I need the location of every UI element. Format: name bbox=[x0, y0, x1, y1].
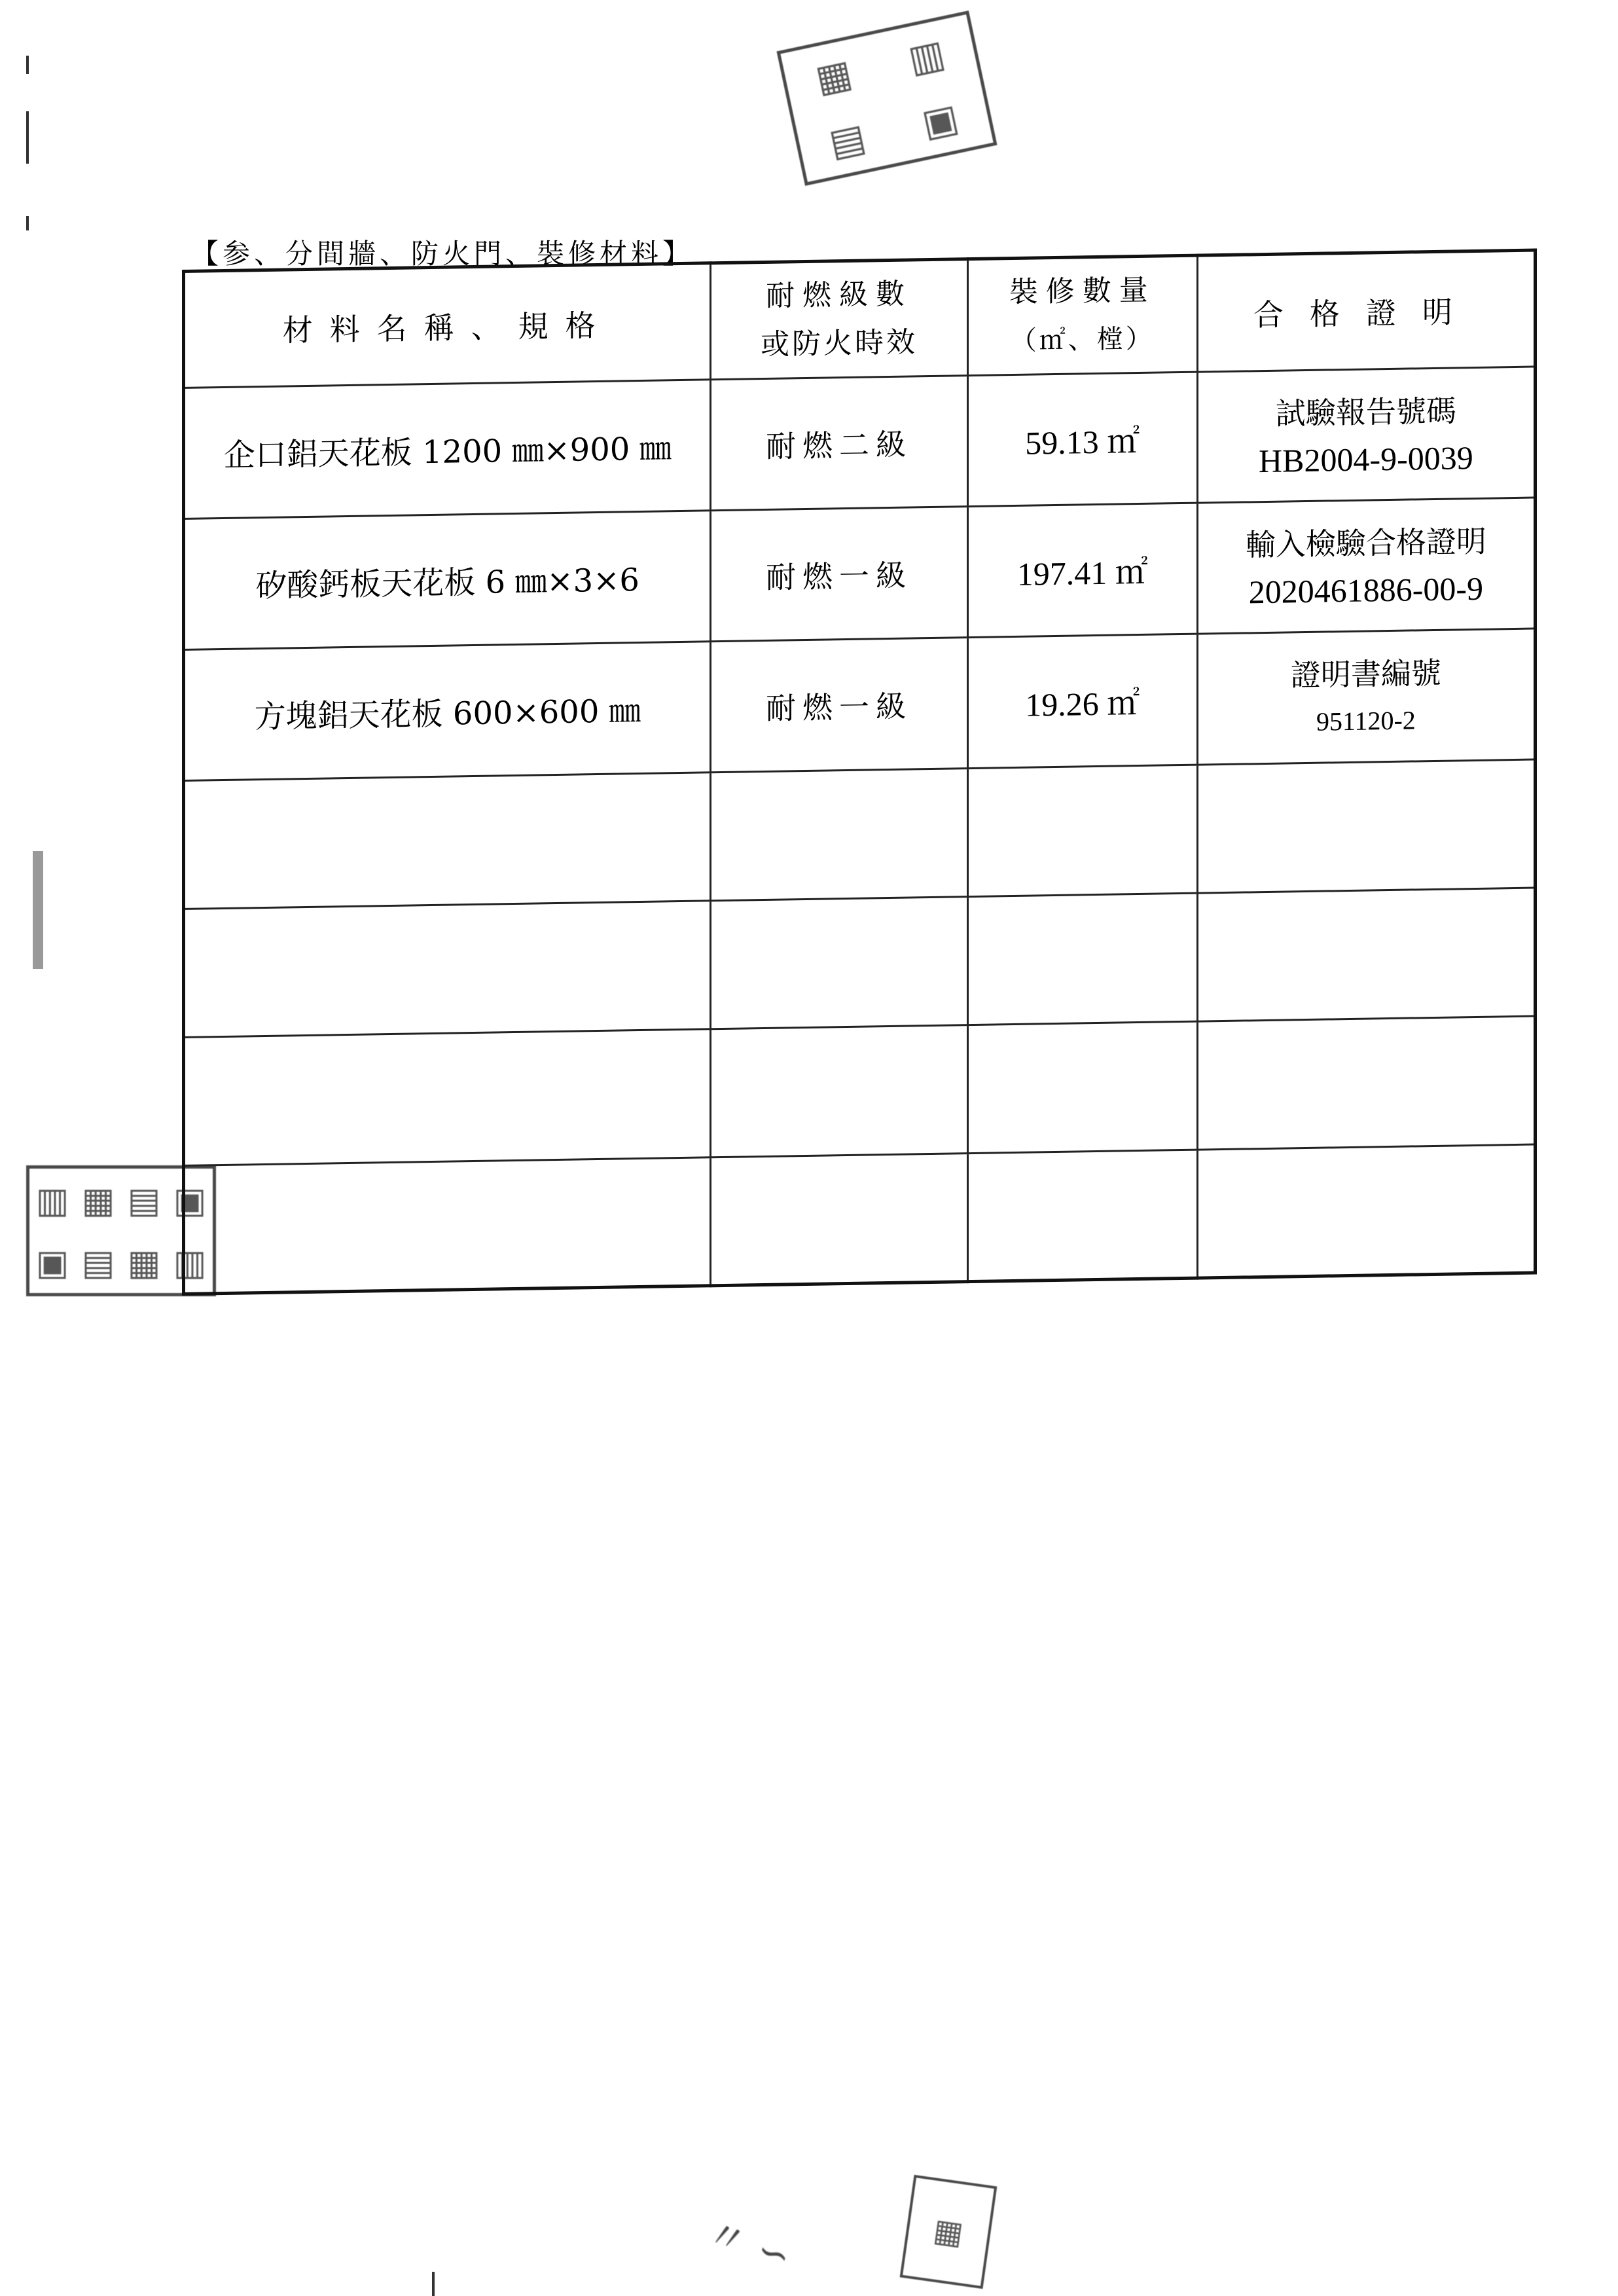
cell-quantity: 197.41 ㎡ bbox=[967, 503, 1197, 638]
cert-number: 951120-2 bbox=[1316, 704, 1416, 737]
cell-grade: 耐燃二級 bbox=[711, 376, 967, 511]
table-row bbox=[184, 498, 1536, 649]
table-row-empty bbox=[184, 1016, 1536, 1165]
scan-edge-mark bbox=[432, 2272, 435, 2296]
seal-stamp-bottom: ▦ bbox=[900, 2175, 998, 2289]
seal-stamp-top: ▦ ▥ ▤ ▣ bbox=[776, 10, 997, 186]
cell-grade: 耐燃一級 bbox=[711, 638, 967, 773]
cell-material: 矽酸鈣板天花板 6 ㎜×3×6 bbox=[184, 511, 711, 650]
scan-edge-mark bbox=[26, 111, 29, 164]
header-quantity-line2: （㎡、樘） bbox=[1010, 323, 1155, 357]
cell-quantity: 19.26 ㎡ bbox=[967, 634, 1197, 769]
empty-cell bbox=[967, 1021, 1197, 1154]
empty-cell bbox=[1197, 1144, 1535, 1278]
empty-cell bbox=[711, 1154, 967, 1286]
table-header-row bbox=[184, 250, 1536, 388]
empty-cell bbox=[711, 1025, 967, 1157]
empty-cell bbox=[967, 1150, 1197, 1282]
header-quantity-line1: 裝修數量 bbox=[1009, 273, 1156, 310]
scan-edge-mark bbox=[26, 56, 29, 74]
cert-label: 證明書編號 bbox=[1290, 655, 1441, 693]
materials-table-wrapper bbox=[182, 248, 1537, 1291]
table-row bbox=[184, 629, 1536, 780]
cert-number: HB2004-9-0039 bbox=[1258, 439, 1473, 479]
cell-grade: 耐燃一級 bbox=[711, 507, 967, 642]
scan-edge-mark bbox=[26, 216, 29, 230]
table-row-empty bbox=[184, 888, 1536, 1037]
scan-edge-mark bbox=[33, 851, 43, 969]
materials-table bbox=[182, 248, 1537, 1296]
empty-cell bbox=[1197, 759, 1535, 893]
empty-cell bbox=[967, 765, 1197, 897]
header-cert-label: 合格證明 bbox=[1253, 293, 1479, 333]
empty-cell bbox=[1197, 888, 1535, 1021]
empty-cell bbox=[184, 901, 711, 1038]
empty-cell bbox=[711, 769, 967, 901]
header-quantity bbox=[967, 255, 1197, 376]
table-row-empty bbox=[184, 1144, 1536, 1294]
header-grade-line1: 耐燃級數 bbox=[766, 277, 913, 313]
cert-label: 試驗報告號碼 bbox=[1275, 392, 1456, 431]
empty-cell bbox=[967, 893, 1197, 1025]
cell-cert bbox=[1197, 629, 1535, 765]
empty-cell bbox=[711, 897, 967, 1029]
cell-quantity: 59.13 ㎡ bbox=[967, 372, 1197, 507]
header-material bbox=[184, 263, 711, 388]
table-row bbox=[184, 367, 1536, 519]
empty-cell bbox=[184, 773, 711, 909]
empty-cell bbox=[184, 1029, 711, 1166]
handwritten-mark: 〃∽ bbox=[701, 2210, 809, 2285]
table-row-empty bbox=[184, 759, 1536, 909]
cert-number: 2020461886-00-9 bbox=[1248, 570, 1484, 610]
section-title: 【参、分間牆、防火門、裝修材料】 bbox=[191, 238, 694, 270]
seal-stamp-left: ▥ ▦ ▤ ▣ ▣ ▤ ▦ ▥ bbox=[26, 1165, 216, 1296]
header-material-label: 材料名稱、規格 bbox=[282, 307, 613, 348]
cell-material: 方塊鋁天花板 600×600 ㎜ bbox=[184, 642, 711, 781]
cell-material: 企口鋁天花板 1200 ㎜×900 ㎜ bbox=[184, 380, 711, 519]
cell-cert bbox=[1197, 498, 1535, 634]
header-grade-line2: 或防火時效 bbox=[761, 325, 918, 362]
cert-label: 輸入檢驗合格證明 bbox=[1245, 523, 1486, 562]
header-grade bbox=[711, 259, 967, 380]
empty-cell bbox=[1197, 1016, 1535, 1150]
header-cert bbox=[1197, 250, 1535, 372]
cell-cert bbox=[1197, 367, 1535, 503]
empty-cell bbox=[184, 1157, 711, 1294]
